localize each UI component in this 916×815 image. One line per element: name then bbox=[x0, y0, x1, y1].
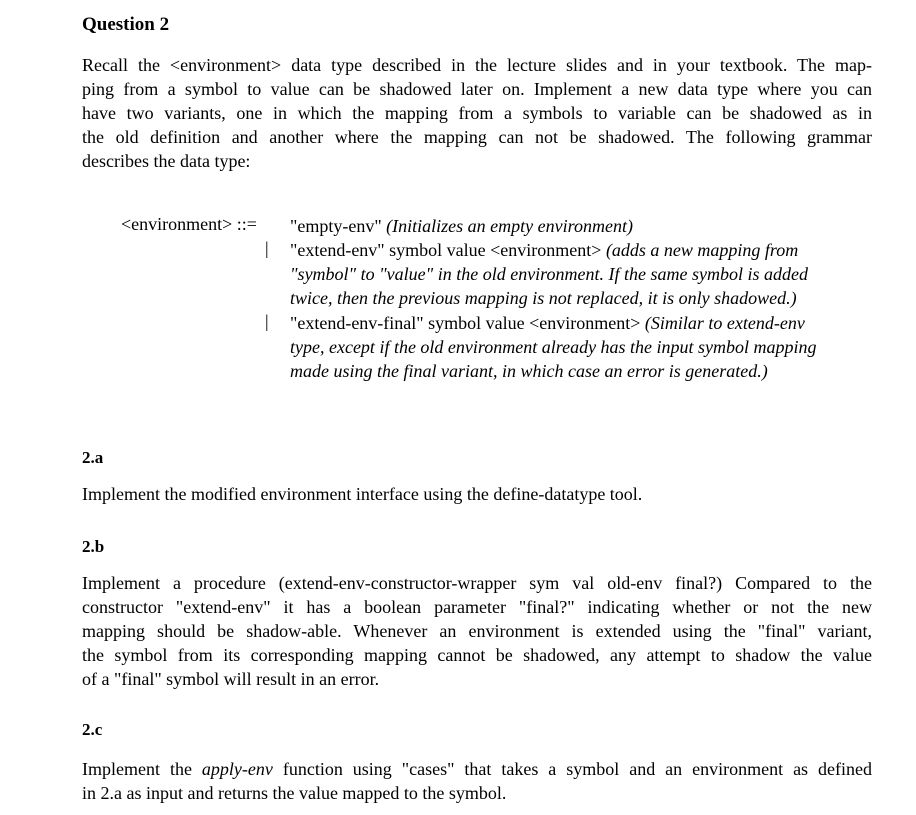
extend-env-note-line bbox=[290, 262, 808, 286]
extend-env-final-note: made using the final variant, in which case an error is generated.) bbox=[290, 361, 768, 381]
section-c-line bbox=[82, 757, 872, 781]
extend-env-final-note: (Similar to extend-env bbox=[644, 313, 805, 333]
section-c-after: function using "cases" that takes a symbol and an environment as defined bbox=[272, 759, 873, 779]
section-b-heading: 2.b bbox=[82, 537, 105, 556]
grammar-bar: | bbox=[265, 238, 269, 258]
apply-env-term: apply-env bbox=[201, 759, 273, 779]
section-b-line: constructor "extend-env" it has a boolean parameter "final?" indicating whether or not the new bbox=[82, 597, 872, 617]
section-a-line: Implement the modified environment interface using the define-datatype tool. bbox=[82, 484, 643, 504]
section-b-line: of a "final" symbol will result in an error. bbox=[82, 669, 380, 689]
section-c-line: in 2.a as input and returns the value mapped to the symbol. bbox=[82, 783, 507, 803]
grammar-empty-env bbox=[290, 214, 633, 238]
section-a-text bbox=[82, 482, 872, 506]
section-a-heading: 2.a bbox=[82, 448, 104, 467]
grammar-extend-env-final bbox=[290, 311, 805, 335]
section-b-line: the symbol from its corresponding mapping cannot be shadowed, any attempt to shadow the value bbox=[82, 645, 872, 665]
extend-env-final-note: type, except if the old environment already has the input symbol mapping bbox=[290, 337, 817, 357]
extend-env-note-line bbox=[290, 286, 797, 310]
extend-env-note: (adds a new mapping from bbox=[605, 240, 799, 260]
extend-env-final-note-line bbox=[290, 359, 768, 383]
grammar-bar: | bbox=[265, 311, 269, 331]
empty-env-note: (Initializes an empty environment) bbox=[386, 216, 633, 236]
question-title: Question 2 bbox=[82, 14, 170, 35]
intro-line: describes the data type: bbox=[82, 151, 251, 171]
extend-env-code: "extend-env" symbol value <environment> bbox=[290, 240, 602, 260]
extend-env-final-note-line bbox=[290, 335, 817, 359]
extend-env-note: twice, then the previous mapping is not replaced, it is only shadowed.) bbox=[290, 288, 797, 308]
intro-line: Recall the <environment> data type described in the lecture slides and in your textbook. The map- bbox=[82, 55, 872, 75]
intro-line: have two variants, one in which the mapping from a symbols to variable can be shadowed as in bbox=[82, 103, 872, 123]
section-c-text bbox=[82, 757, 872, 805]
section-b-line: mapping should be shadow-able. Whenever an environment is extended using the "final" variant, bbox=[82, 621, 872, 641]
section-b-text bbox=[82, 571, 872, 691]
intro-paragraph bbox=[82, 53, 872, 173]
intro-line: ping from a symbol to value can be shadowed later on. Implement a new data type where you can bbox=[82, 79, 872, 99]
section-c-before: Implement the bbox=[82, 759, 202, 779]
empty-env-code: "empty-env" bbox=[290, 216, 382, 236]
section-b-line: Implement a procedure (extend-env-constructor-wrapper sym val old-env final?) Compared to the bbox=[82, 573, 872, 593]
grammar-extend-env bbox=[290, 238, 798, 262]
grammar-lhs: <environment> ::= bbox=[121, 214, 257, 234]
extend-env-final-code: "extend-env-final" symbol value <environment> bbox=[290, 313, 641, 333]
section-c-heading: 2.c bbox=[82, 720, 103, 739]
extend-env-note: "symbol" to "value" in the old environment. If the same symbol is added bbox=[290, 264, 808, 284]
intro-line: the old definition and another where the mapping can not be shadowed. The following grammar bbox=[82, 127, 872, 147]
